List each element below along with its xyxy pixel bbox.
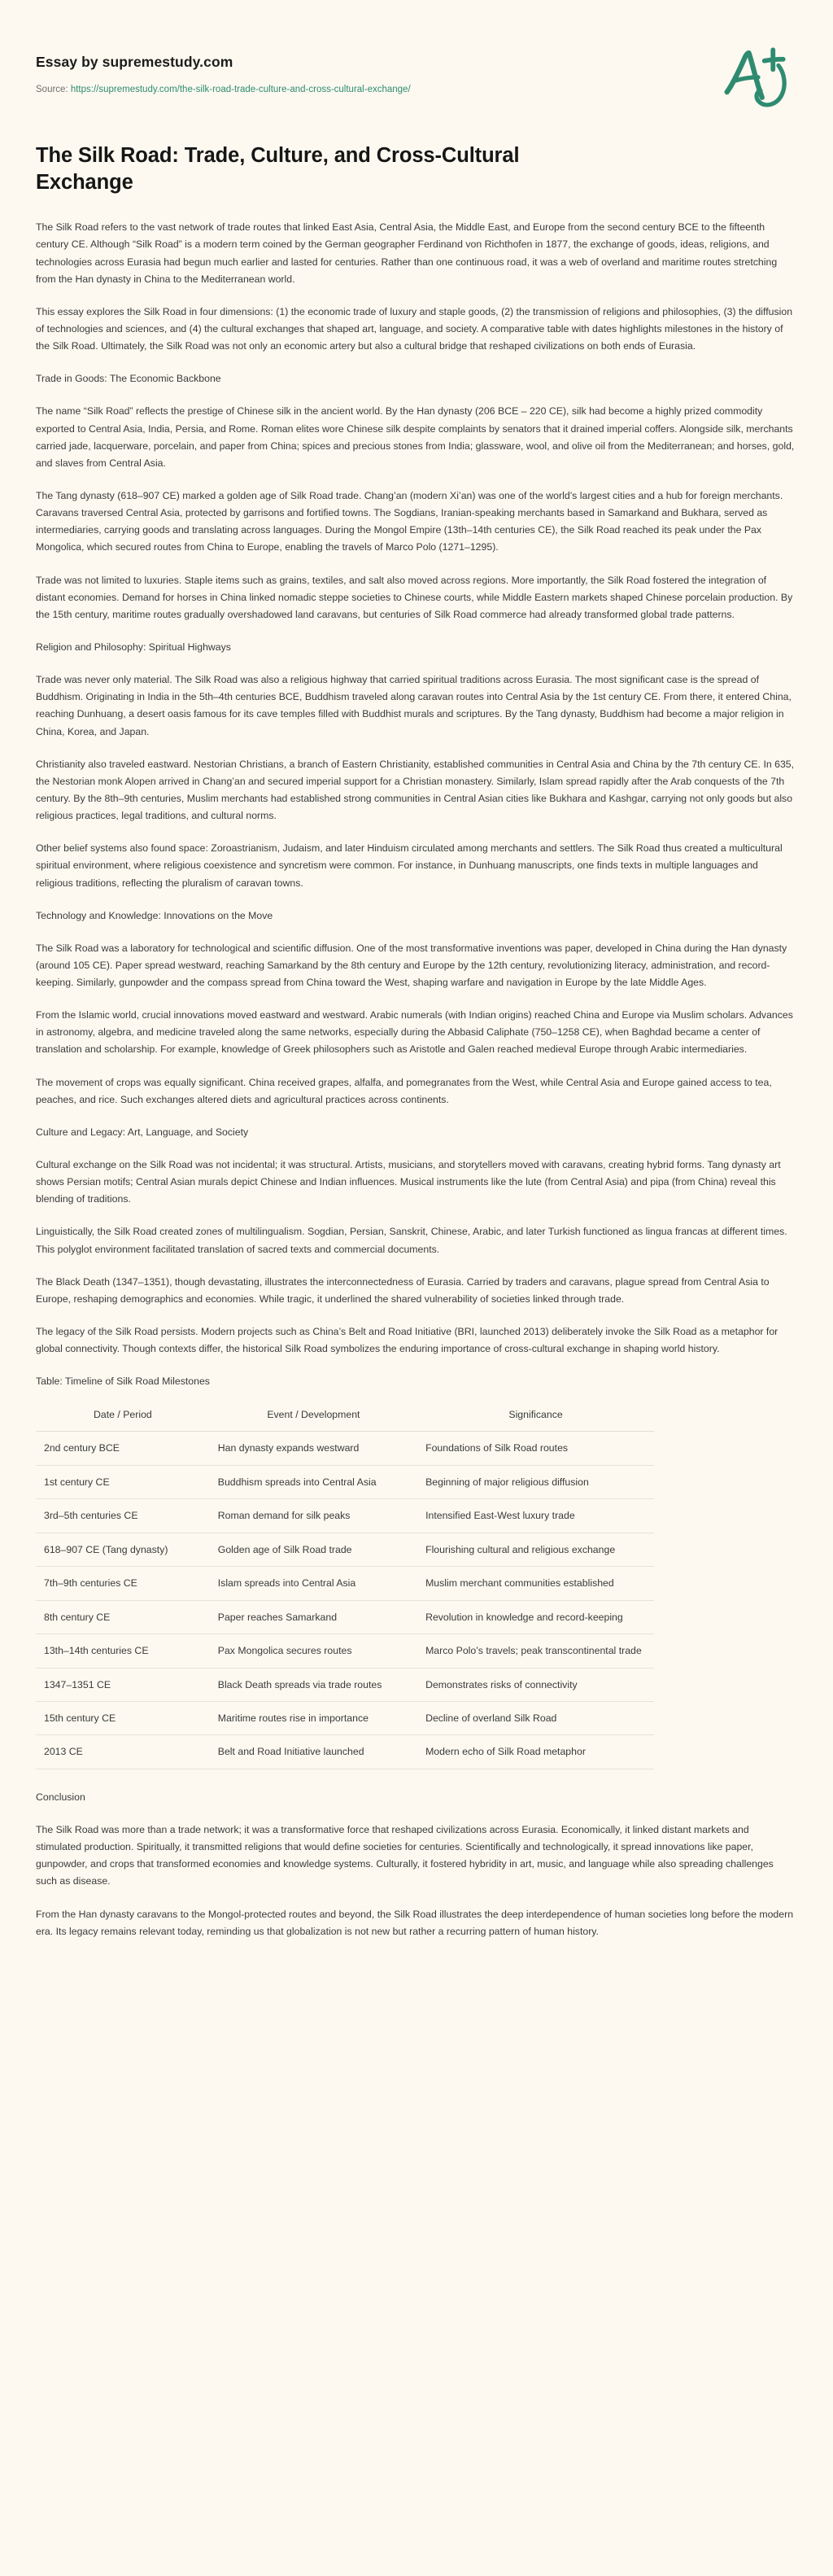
body-paragraph: The Silk Road refers to the vast network of trade routes that linked East Asia, Central Asia, the Middle East, and Europe from the second century BCE to the fifteenth century CE. Although “Silk Road” is a modern term coined by the German geographer Ferdinand von Richthofen in 1877, the exchange of goods, ideas, religions, and technologies across Eurasia had begun much earlier and lasted for centuries. Rather than one continuous road, it was a web of overland and maritime routes stretching from the Han dynasty in China to the Mediterranean world. bbox=[36, 221, 778, 285]
table-cell: 1347–1351 CE bbox=[36, 1668, 210, 1701]
table-header-row bbox=[36, 1402, 654, 1432]
body-paragraph: Other belief systems also found space: Zoroastrianism, Judaism, and later Hinduism circulated among merchants and settlers. The Silk Road thus created a multicultural spiritual environment, where religious coexistence and syncretism were common. For instance, in Dunhuang manuscripts, one finds texts in multiple languages and religious traditions, reflecting the pluralism of caravan towns. bbox=[36, 842, 783, 889]
table-cell: 2013 CE bbox=[36, 1735, 210, 1769]
table-head bbox=[36, 1402, 654, 1432]
table-cell: Foundations of Silk Road routes bbox=[417, 1432, 654, 1465]
table-row bbox=[36, 1600, 654, 1634]
body-paragraph: Cultural exchange on the Silk Road was not incidental; it was structural. Artists, musicians, and storytellers moved with caravans, creating hybrid forms. Tang dynasty art shows Persian motifs; Central Asian murals depict Chinese and Indian influences. Musical instruments like the lute (from Central Asia) and pipa (from China) reveal this blending of traditions. bbox=[36, 1159, 781, 1205]
table-body bbox=[36, 1432, 654, 1769]
table-column-header: Significance bbox=[417, 1402, 654, 1432]
table-row bbox=[36, 1432, 654, 1465]
a-plus-logo-icon bbox=[719, 36, 797, 114]
section-subheading: Technology and Knowledge: Innovations on the Move bbox=[36, 909, 273, 921]
table-cell: 618–907 CE (Tang dynasty) bbox=[36, 1533, 210, 1566]
table-cell: Buddhism spreads into Central Asia bbox=[210, 1465, 417, 1498]
table-cell: 2nd century BCE bbox=[36, 1432, 210, 1465]
table-cell: 13th–14th centuries CE bbox=[36, 1634, 210, 1668]
table-cell: Marco Polo’s travels; peak transcontinental trade bbox=[417, 1634, 654, 1668]
table-cell: Demonstrates risks of connectivity bbox=[417, 1668, 654, 1701]
section-subheading: Religion and Philosophy: Spiritual Highways bbox=[36, 641, 231, 653]
table-cell: Golden age of Silk Road trade bbox=[210, 1533, 417, 1566]
table-cell: 15th century CE bbox=[36, 1701, 210, 1734]
table-row bbox=[36, 1634, 654, 1668]
source-url-link[interactable]: https://supremestudy.com/the-silk-road-trade-culture-and-cross-cultural-exchange/ bbox=[70, 85, 411, 94]
source-label: Source: bbox=[36, 85, 68, 94]
table-row bbox=[36, 1499, 654, 1533]
table-cell: Muslim merchant communities established bbox=[417, 1567, 654, 1600]
section-subheading: Trade in Goods: The Economic Backbone bbox=[36, 373, 221, 385]
table-cell: 7th–9th centuries CE bbox=[36, 1567, 210, 1600]
table-column-header: Event / Development bbox=[210, 1402, 417, 1432]
table-cell: 1st century CE bbox=[36, 1465, 210, 1498]
table-row bbox=[36, 1735, 654, 1769]
section-subheading: Conclusion bbox=[36, 1791, 85, 1803]
table-cell: Revolution in knowledge and record-keeping bbox=[417, 1600, 654, 1634]
table-cell: Islam spreads into Central Asia bbox=[210, 1567, 417, 1600]
body-paragraph: From the Islamic world, crucial innovations moved eastward and westward. Arabic numerals (with Indian origins) reached China and Europe via Muslim scholars. Advances in astronomy, algebra, and medicine traveled along the same networks, especially during the Abbasid Caliphate (750–1258 CE), when Baghdad became a center of translation and scholarship. For example, knowledge of Greek philosophers such as Aristotle and Galen reached medieval Europe through Arabic intermediaries. bbox=[36, 1009, 793, 1056]
section-subheading: Culture and Legacy: Art, Language, and Society bbox=[36, 1126, 249, 1138]
body-paragraph: The Tang dynasty (618–907 CE) marked a golden age of Silk Road trade. Chang’an (modern Xi’an) was one of the world’s largest cities and a hub for foreign merchants. Caravans traversed Central Asia, protected by garrisons and fortified towns. The Sogdians, Iranian-speaking merchants based in Samarkand and Bukhara, served as intermediaries, carrying goods and translating across languages. During the Mongol Empire (13th–14th centuries CE), the Silk Road reached its peak under the Pax Mongolica, which secured routes from China to Europe, enabling the travels of Marco Polo (1271–1295). bbox=[36, 489, 783, 553]
table-cell: Flourishing cultural and religious exchange bbox=[417, 1533, 654, 1566]
body-paragraph: Christianity also traveled eastward. Nestorian Christians, a branch of Eastern Christianity, established communities in Central Asia and China by the 7th century CE. In 635, the Nestorian monk Alopen arrived in Chang’an and secured imperial support for a Christian monastery. Similarly, Islam spread rapidly after the Arab conquests of the 7th century. By the 8th–9th centuries, Muslim merchants had established strong communities in Central Asian cities like Bukhara and Kashgar, carrying not only goods but also religious practices, legal traditions, and cultural norms. bbox=[36, 758, 795, 822]
table-column-header: Date / Period bbox=[36, 1402, 210, 1432]
body-paragraph: Linguistically, the Silk Road created zones of multilingualism. Sogdian, Persian, Sanskrit, Chinese, Arabic, and later Turkish functioned as lingua francas at different times. This polyglot environment facilitated translation of sacred texts and commercial documents. bbox=[36, 1226, 787, 1255]
source-line bbox=[36, 84, 797, 96]
table-cell: Decline of overland Silk Road bbox=[417, 1701, 654, 1734]
table-cell: Han dynasty expands westward bbox=[210, 1432, 417, 1465]
table-row bbox=[36, 1533, 654, 1566]
article-body bbox=[0, 142, 833, 1940]
table-cell: Intensified East-West luxury trade bbox=[417, 1499, 654, 1533]
content-blocks-before-table bbox=[36, 219, 797, 1358]
table-cell: Pax Mongolica secures routes bbox=[210, 1634, 417, 1668]
body-paragraph: The name “Silk Road” reflects the prestige of Chinese silk in the ancient world. By the Han dynasty (206 BCE – 220 CE), silk had become a highly prized commodity exported to Central Asia, India, Persia, and Rome. Roman elites wore Chinese silk despite complaints by senators that it drained imperial coffers. Alongside silk, merchants carried jade, lacquerware, porcelain, and paper from China; spices and precious stones from India; glassware, wool, and olive oil from the Mediterranean; and horses, gold, and slaves from Central Asia. bbox=[36, 405, 795, 469]
table-row bbox=[36, 1465, 654, 1498]
timeline-table bbox=[36, 1402, 654, 1769]
page-title: The Silk Road: Trade, Culture, and Cross-Cultural Exchange bbox=[36, 144, 520, 195]
body-paragraph: The Black Death (1347–1351), though devastating, illustrates the interconnectedness of Eurasia. Carried by traders and caravans, plague spread from Central Asia to Europe, reshaping demographics and economies. While tragic, it underlined the shared vulnerability of societies linked through trade. bbox=[36, 1275, 770, 1305]
table-cell: Paper reaches Samarkand bbox=[210, 1600, 417, 1634]
table-caption: Table: Timeline of Silk Road Milestones bbox=[36, 1375, 210, 1388]
body-paragraph: Trade was not limited to luxuries. Staple items such as grains, textiles, and salt also moved across regions. More importantly, the Silk Road fostered the integration of distant economies. Demand for horses in China linked nomadic steppe societies to Chinese courts, while Middle Eastern markets shaped Chinese porcelain production. By the 15th century, maritime routes gradually overshadowed land caravans, but centuries of Silk Road commerce had already transformed global trade patterns. bbox=[36, 574, 793, 620]
document-header bbox=[0, 0, 833, 142]
table-cell: Belt and Road Initiative launched bbox=[210, 1735, 417, 1769]
content-blocks-after-table bbox=[36, 1789, 797, 1940]
table-row bbox=[36, 1701, 654, 1734]
table-cell: Black Death spreads via trade routes bbox=[210, 1668, 417, 1701]
table-row bbox=[36, 1567, 654, 1600]
table-cell: Roman demand for silk peaks bbox=[210, 1499, 417, 1533]
body-paragraph: This essay explores the Silk Road in four dimensions: (1) the economic trade of luxury and staple goods, (2) the transmission of religions and philosophies, (3) the diffusion of technologies and sciences, and (4) the cultural exchanges that shaped art, language, and society. A comparative table with dates highlights milestones in the history of the Silk Road. Ultimately, the Silk Road was not only an economic artery but also a cultural bridge that reshaped civilizations on both ends of Eurasia. bbox=[36, 305, 793, 352]
body-paragraph: Trade was never only material. The Silk Road was also a religious highway that carried spiritual traditions across Eurasia. The most significant case is the spread of Buddhism. Originating in India in the 5th–4th centuries BCE, Buddhism traveled along caravan routes into Central Asia by the 1st century CE. From there, it entered China, reaching Dunhuang, a desert oasis famous for its cave temples filled with Buddhist murals and scriptures. By the Tang dynasty, Buddhism had become a major religion in China, Korea, and Japan. bbox=[36, 674, 792, 737]
table-cell: Modern echo of Silk Road metaphor bbox=[417, 1735, 654, 1769]
brand-byline: Essay by supremestudy.com bbox=[36, 54, 233, 70]
table-cell: Maritime routes rise in importance bbox=[210, 1701, 417, 1734]
body-paragraph: From the Han dynasty caravans to the Mongol-protected routes and beyond, the Silk Road illustrates the deep interdependence of human societies long before the modern era. Its legacy remains relevant today, reminding us that globalization is not new but rather a recurring pattern of human history. bbox=[36, 1908, 794, 1937]
table-row bbox=[36, 1668, 654, 1701]
body-paragraph: The movement of crops was equally significant. China received grapes, alfalfa, and pomegranates from the West, while Central Asia and Europe gained access to tea, peaches, and rice. Such exchanges altered diets and agricultural practices across continents. bbox=[36, 1076, 772, 1105]
body-paragraph: The legacy of the Silk Road persists. Modern projects such as China’s Belt and Road Initiative (BRI, launched 2013) deliberately invoke the Silk Road as a metaphor for global connectivity. Though contexts differ, the historical Silk Road symbolizes the enduring importance of cross-cultural exchange in shaping world history. bbox=[36, 1326, 778, 1355]
table-cell: 8th century CE bbox=[36, 1600, 210, 1634]
table-cell: 3rd–5th centuries CE bbox=[36, 1499, 210, 1533]
table-cell: Beginning of major religious diffusion bbox=[417, 1465, 654, 1498]
body-paragraph: The Silk Road was a laboratory for technological and scientific diffusion. One of the most transformative inventions was paper, developed in China during the Han dynasty (around 105 CE). Paper spread westward, reaching Samarkand by the 8th century and Europe by the 12th century, revolutionizing literacy, administration, and record-keeping. Similarly, gunpowder and the compass spread from China toward the West, shaping warfare and navigation in Europe by the late Middle Ages. bbox=[36, 942, 787, 989]
body-paragraph: The Silk Road was more than a trade network; it was a transformative force that reshaped civilizations across Eurasia. Economically, it linked distant markets and stimulated production. Spiritually, it transmitted religions that would define societies for centuries. Scientifically and technologically, it spread innovations like paper, gunpowder, and crops that transformed economies and knowledge systems. Culturally, it fostered hybridity in art, music, and language while also spreading challenges such as disease. bbox=[36, 1823, 774, 1887]
